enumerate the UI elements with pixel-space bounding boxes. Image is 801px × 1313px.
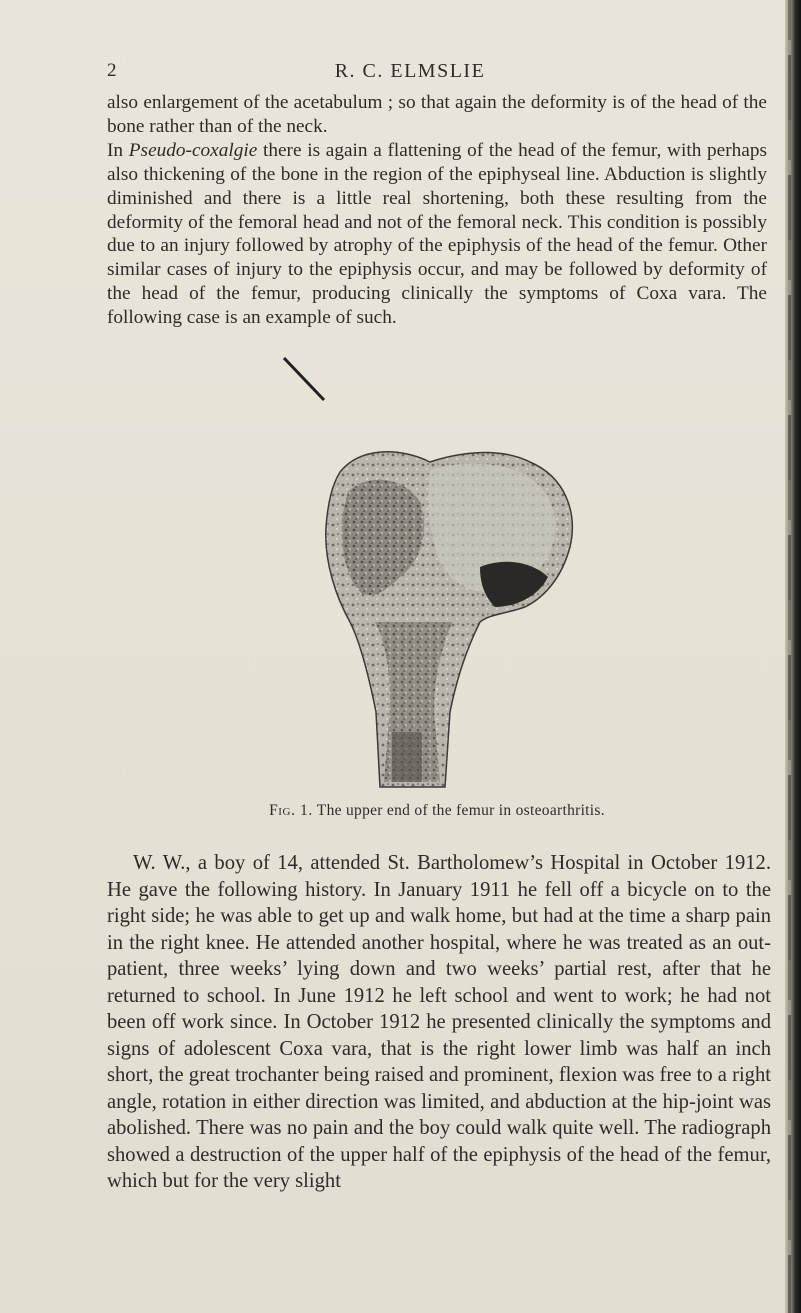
paragraph-pseudo-coxalgie — [107, 139, 767, 330]
paragraph-prefix: In — [107, 139, 129, 161]
figure-caption-text: The upper end of the femur in osteoarthritis. — [316, 802, 605, 819]
body-text-top — [107, 91, 767, 330]
italic-term: Pseudo-coxalgie — [128, 139, 258, 161]
femur-image — [280, 352, 640, 792]
page-edge-shadow — [785, 0, 801, 1313]
running-head: R. C. ELMSLIE — [334, 60, 486, 82]
body-text-bottom — [107, 850, 771, 1195]
figure-caption — [107, 802, 767, 820]
paragraph-case-history: W. W., a boy of 14, attended St. Bartholomew’s Hospital in October 1912. He gave the following history. In January 1911 he fell off a bicycle on to the right side; he was able to get up and walk home, but had at the time a sharp pain in the right knee. He attended another hospital, where he was treated as an out-patient, three weeks’ lying down and two weeks’ partial rest, after that he returned to school. In June 1912 he left school and went to work; he had not been off work since. In October 1912 he presented clinically the symptoms and signs of adolescent Coxa vara, that is the right lower limb was half an inch short, the great trochanter being raised and prominent, flexion was free to a right angle, rotation in either direction was limited, and abduction at the hip-joint was abolished. There was no pain and the boy could walk quite well. The radiograph showed a destruction of the upper half of the epiphysis of the head of the femur, which but for the very slight — [107, 852, 771, 1192]
figure-label: Fig. 1. — [269, 802, 313, 819]
page-number: 2 — [107, 60, 117, 81]
paragraph-text: there is again a flattening of the head of the femur, with perhaps also thickening of the bone in the region of the epiphyseal line. Abduction is slightly diminished and there is a little real shortening, both these resulting from the deformity of the femoral head and not of the femoral neck. This condition is possibly due to an injury followed by atrophy of the epiphysis of the head of the femur. Other similar cases of injury to the epiphysis occur, and may be followed by deformity of the head of the femur, producing clinically the symptoms of Coxa vara. The following case is an example of such. — [107, 139, 768, 329]
page-header — [0, 60, 760, 90]
paragraph-continuation: also enlargement of the acetabulum ; so that again the deformity is of the head of the bone rather than of the neck. — [107, 92, 767, 137]
figure-femur-illustration — [280, 352, 640, 792]
